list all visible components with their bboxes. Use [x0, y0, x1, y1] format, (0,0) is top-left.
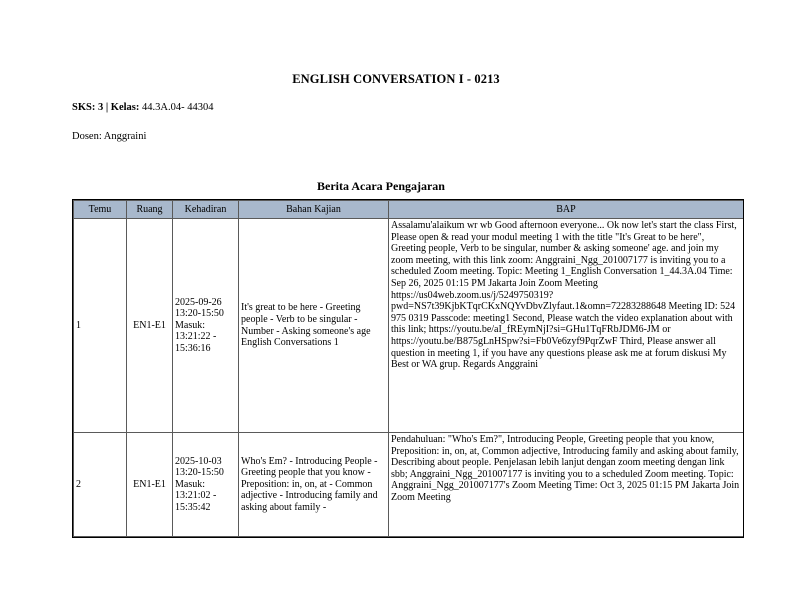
cell-bahan-kajian	[239, 219, 389, 433]
section-title: Berita Acara Pengajaran	[317, 179, 445, 193]
dosen-label: Dosen:	[72, 131, 102, 142]
kehadiran-times: 13:21:22 -	[175, 331, 217, 343]
header-ruang: Ruang	[127, 201, 173, 219]
cell-bahan-kajian	[239, 433, 389, 537]
kehadiran-date: 2025-10-03	[175, 455, 222, 467]
cell-ruang: EN1-E1	[127, 433, 173, 537]
cell-bap: Pendahuluan: "Who's Em?", Introducing People, Greeting people that you know, Preposition: in, on, at, Common adjective, Introducing family and asking about family, Describing about people. Penjelasan lebih lanjut dengan zoom meeting dengan link sbb; Anggraini_Ngg_201007177 is inviting you to a scheduled Zoom meeting. Topic: Anggraini_Ngg_201007177's Zoom Meeting Time: Oct 3, 2025 01:15 PM Jakarta Join Zoom Meeting	[389, 433, 744, 537]
kelas-label: Kelas:	[110, 102, 140, 113]
table-row	[74, 219, 744, 433]
bahan-kajian-text: Who's Em? - Introducing People - Greeting people that you know - Preposition: in, on, at - Common adjective - Introducing family and asking about family -	[241, 455, 378, 513]
kelas-value: 44.3A.04- 44304	[141, 102, 214, 113]
header-temu: Temu	[74, 201, 127, 219]
table-header-row	[74, 201, 744, 219]
sks-value: 3	[97, 102, 104, 113]
bap-table	[73, 200, 744, 537]
cell-temu: 2	[74, 433, 127, 537]
header-kehadiran: Kehadiran	[173, 201, 239, 219]
cell-bap: Assalamu'alaikum wr wb Good afternoon everyone... Ok now let's start the class First, Please open & read your modul meeting 1 with the title "It's Great to be here", Greeting people, Verb to be singular, number & asking someone' age. and join my zoom meeting, with this link zoom: Anggraini_Ngg_201007177 is inviting you to a scheduled Zoom meeting. Topic: Meeting 1_English Conversation 1_44.3A.04 Time: Sep 26, 2025 01:15 PM Jakarta Join Zoom Meeting https://us04web.zoom.us/j/5249750319?pwd=NS7t39KjbKTqrCKxNQYvDbvZlyfaut.1&omn=72283288648 Meeting ID: 524 975 0319 Passcode: meeting1 Second, Please watch the video explanation about with this link; https://youtu.be/aI_fREymNjI?si=GHu1TqFRbJDM6-JM or https://youtu.be/B875gLnHSpw?si=Fb0Ve6zyf9PqrZwF Third, Please answer all question in meeting 1, if you have any questions please ask me at forum diskusi My Best or WA grup. Regards Anggraini	[389, 219, 744, 433]
bahan-kajian-modul: English Conversations 1	[241, 337, 339, 349]
kehadiran-time: 13:20-15:50	[175, 308, 224, 320]
kehadiran-masuk: Masuk:	[175, 319, 205, 331]
document-title: ENGLISH CONVERSATION I - 0213	[292, 72, 500, 86]
sks-label: SKS:	[72, 102, 96, 113]
table-row	[74, 433, 744, 537]
kehadiran-times: 13:21:02 -	[175, 490, 217, 502]
dosen-value: Anggraini	[103, 131, 147, 142]
cell-kehadiran	[173, 219, 239, 433]
course-info	[72, 102, 213, 113]
separator: |	[105, 102, 109, 113]
kehadiran-masuk: Masuk:	[175, 478, 205, 490]
lecturer-info	[72, 131, 146, 142]
bahan-kajian-text: It's great to be here - Greeting people - Verb to be singular - Number - Asking someone's age	[241, 302, 371, 337]
header-bahan-kajian: Bahan Kajian	[239, 201, 389, 219]
cell-kehadiran	[173, 433, 239, 537]
cell-temu: 1	[74, 219, 127, 433]
kehadiran-date: 2025-09-26	[175, 296, 222, 308]
cell-ruang: EN1-E1	[127, 219, 173, 433]
kehadiran-time: 13:20-15:50	[175, 467, 224, 479]
kehadiran-end: 15:35:42	[175, 501, 211, 513]
kehadiran-end: 15:36:16	[175, 342, 211, 354]
header-bap: BAP	[389, 201, 744, 219]
